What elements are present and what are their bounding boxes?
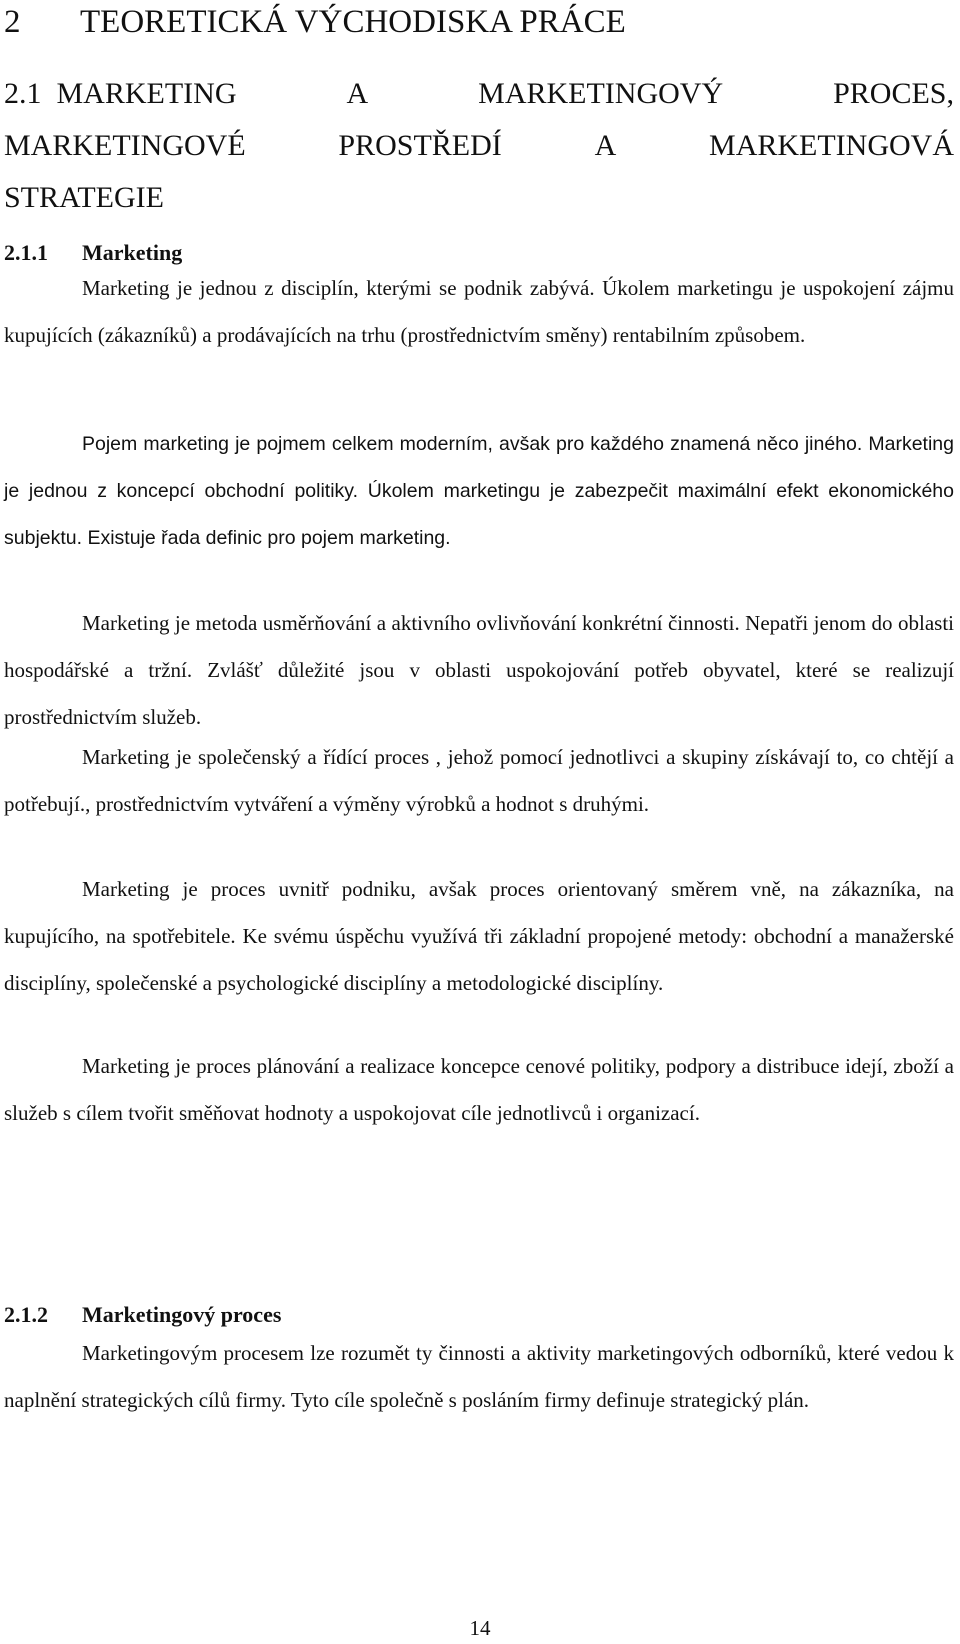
chapter-title: TEORETICKÁ VÝCHODISKA PRÁCE (80, 4, 626, 40)
paragraph: Marketingovým procesem lze rozumět ty činnosti a aktivity marketingových odborníků, které vedou k naplnění strategických cílů firmy. Tyto cíle společně s posláním firmy definuje strategický plán. (4, 1341, 954, 1412)
section-title-word: PROCES, (833, 77, 954, 110)
subsection-title: Marketing (82, 240, 183, 265)
section-title-word: A (346, 77, 369, 110)
subsection-number: 2.1.1 (4, 240, 48, 265)
section-title-word: MARKETINGOVÝ (478, 77, 724, 110)
subsection-heading-marketingovy-proces (4, 1300, 954, 1330)
chapter-number: 2 (4, 4, 21, 40)
chapter-heading (4, 0, 954, 44)
page-number: 14 (469, 1616, 491, 1640)
paragraph: Marketing je proces uvnitř podniku, avšak proces orientovaný směrem vně, na zákazníka, na kupujícího, na spotřebitele. Ke svému úspěchu využívá tři základní propojené metody: obchodní a manažerské disciplíny, společenské a psychologické disciplíny a metodologické disciplíny. (4, 877, 954, 995)
section-heading-line-2 (4, 120, 954, 172)
section-title-word: MARKETINGOVÉ (4, 129, 246, 162)
paragraph: Pojem marketing je pojmem celkem moderním, avšak pro každého znamená něco jiného. Marketing je jednou z koncepcí obchodní politiky. Úkolem marketingu je zabezpečit maximální efekt ekonomického subjektu. Existuje řada definic pro pojem marketing. (4, 433, 954, 549)
subsection-title: Marketingový proces (82, 1302, 282, 1327)
paragraph: Marketing je společenský a řídící proces , jehož pomocí jednotlivci a skupiny získávají to, co chtějí a potřebují., prostřednictvím vytváření a výměny výrobků a hodnot s druhými. (4, 745, 954, 816)
paragraph: Marketing je metoda usměrňování a aktivního ovlivňování konkrétní činnosti. Nepatři jenom do oblasti hospodářské a tržní. Zvlášť důležité jsou v oblasti uspokojování potřeb obyvatel, které se realizují prostřednictvím služeb. (4, 611, 954, 729)
section-title-word: STRATEGIE (4, 181, 164, 214)
section-number-and-word (4, 68, 237, 120)
section-title-word: PROSTŘEDÍ (338, 129, 502, 162)
section-number: 2.1 (4, 77, 42, 110)
section-title-word: MARKETINGOVÁ (709, 129, 954, 162)
section-title-word: A (594, 129, 617, 162)
paragraph: Marketing je jednou z disciplín, kterými se podnik zabývá. Úkolem marketingu je uspokojení zájmu kupujících (zákazníků) a prodávajících na trhu (prostřednictvím směny) rentabilním způsobem. (4, 276, 954, 347)
subsection-heading-marketing (4, 238, 954, 268)
section-heading-line-3 (4, 172, 954, 224)
paragraph: Marketing je proces plánování a realizace koncepce cenové politiky, podpory a distribuce idejí, zboží a služeb s cílem tvořit směňovat hodnoty a uspokojovat cíle jednotlivců i organizací. (4, 1054, 954, 1125)
section-heading-line-1 (4, 68, 954, 120)
subsection-number: 2.1.2 (4, 1302, 48, 1327)
section-heading (4, 68, 954, 224)
section-title-word: MARKETING (56, 77, 237, 110)
